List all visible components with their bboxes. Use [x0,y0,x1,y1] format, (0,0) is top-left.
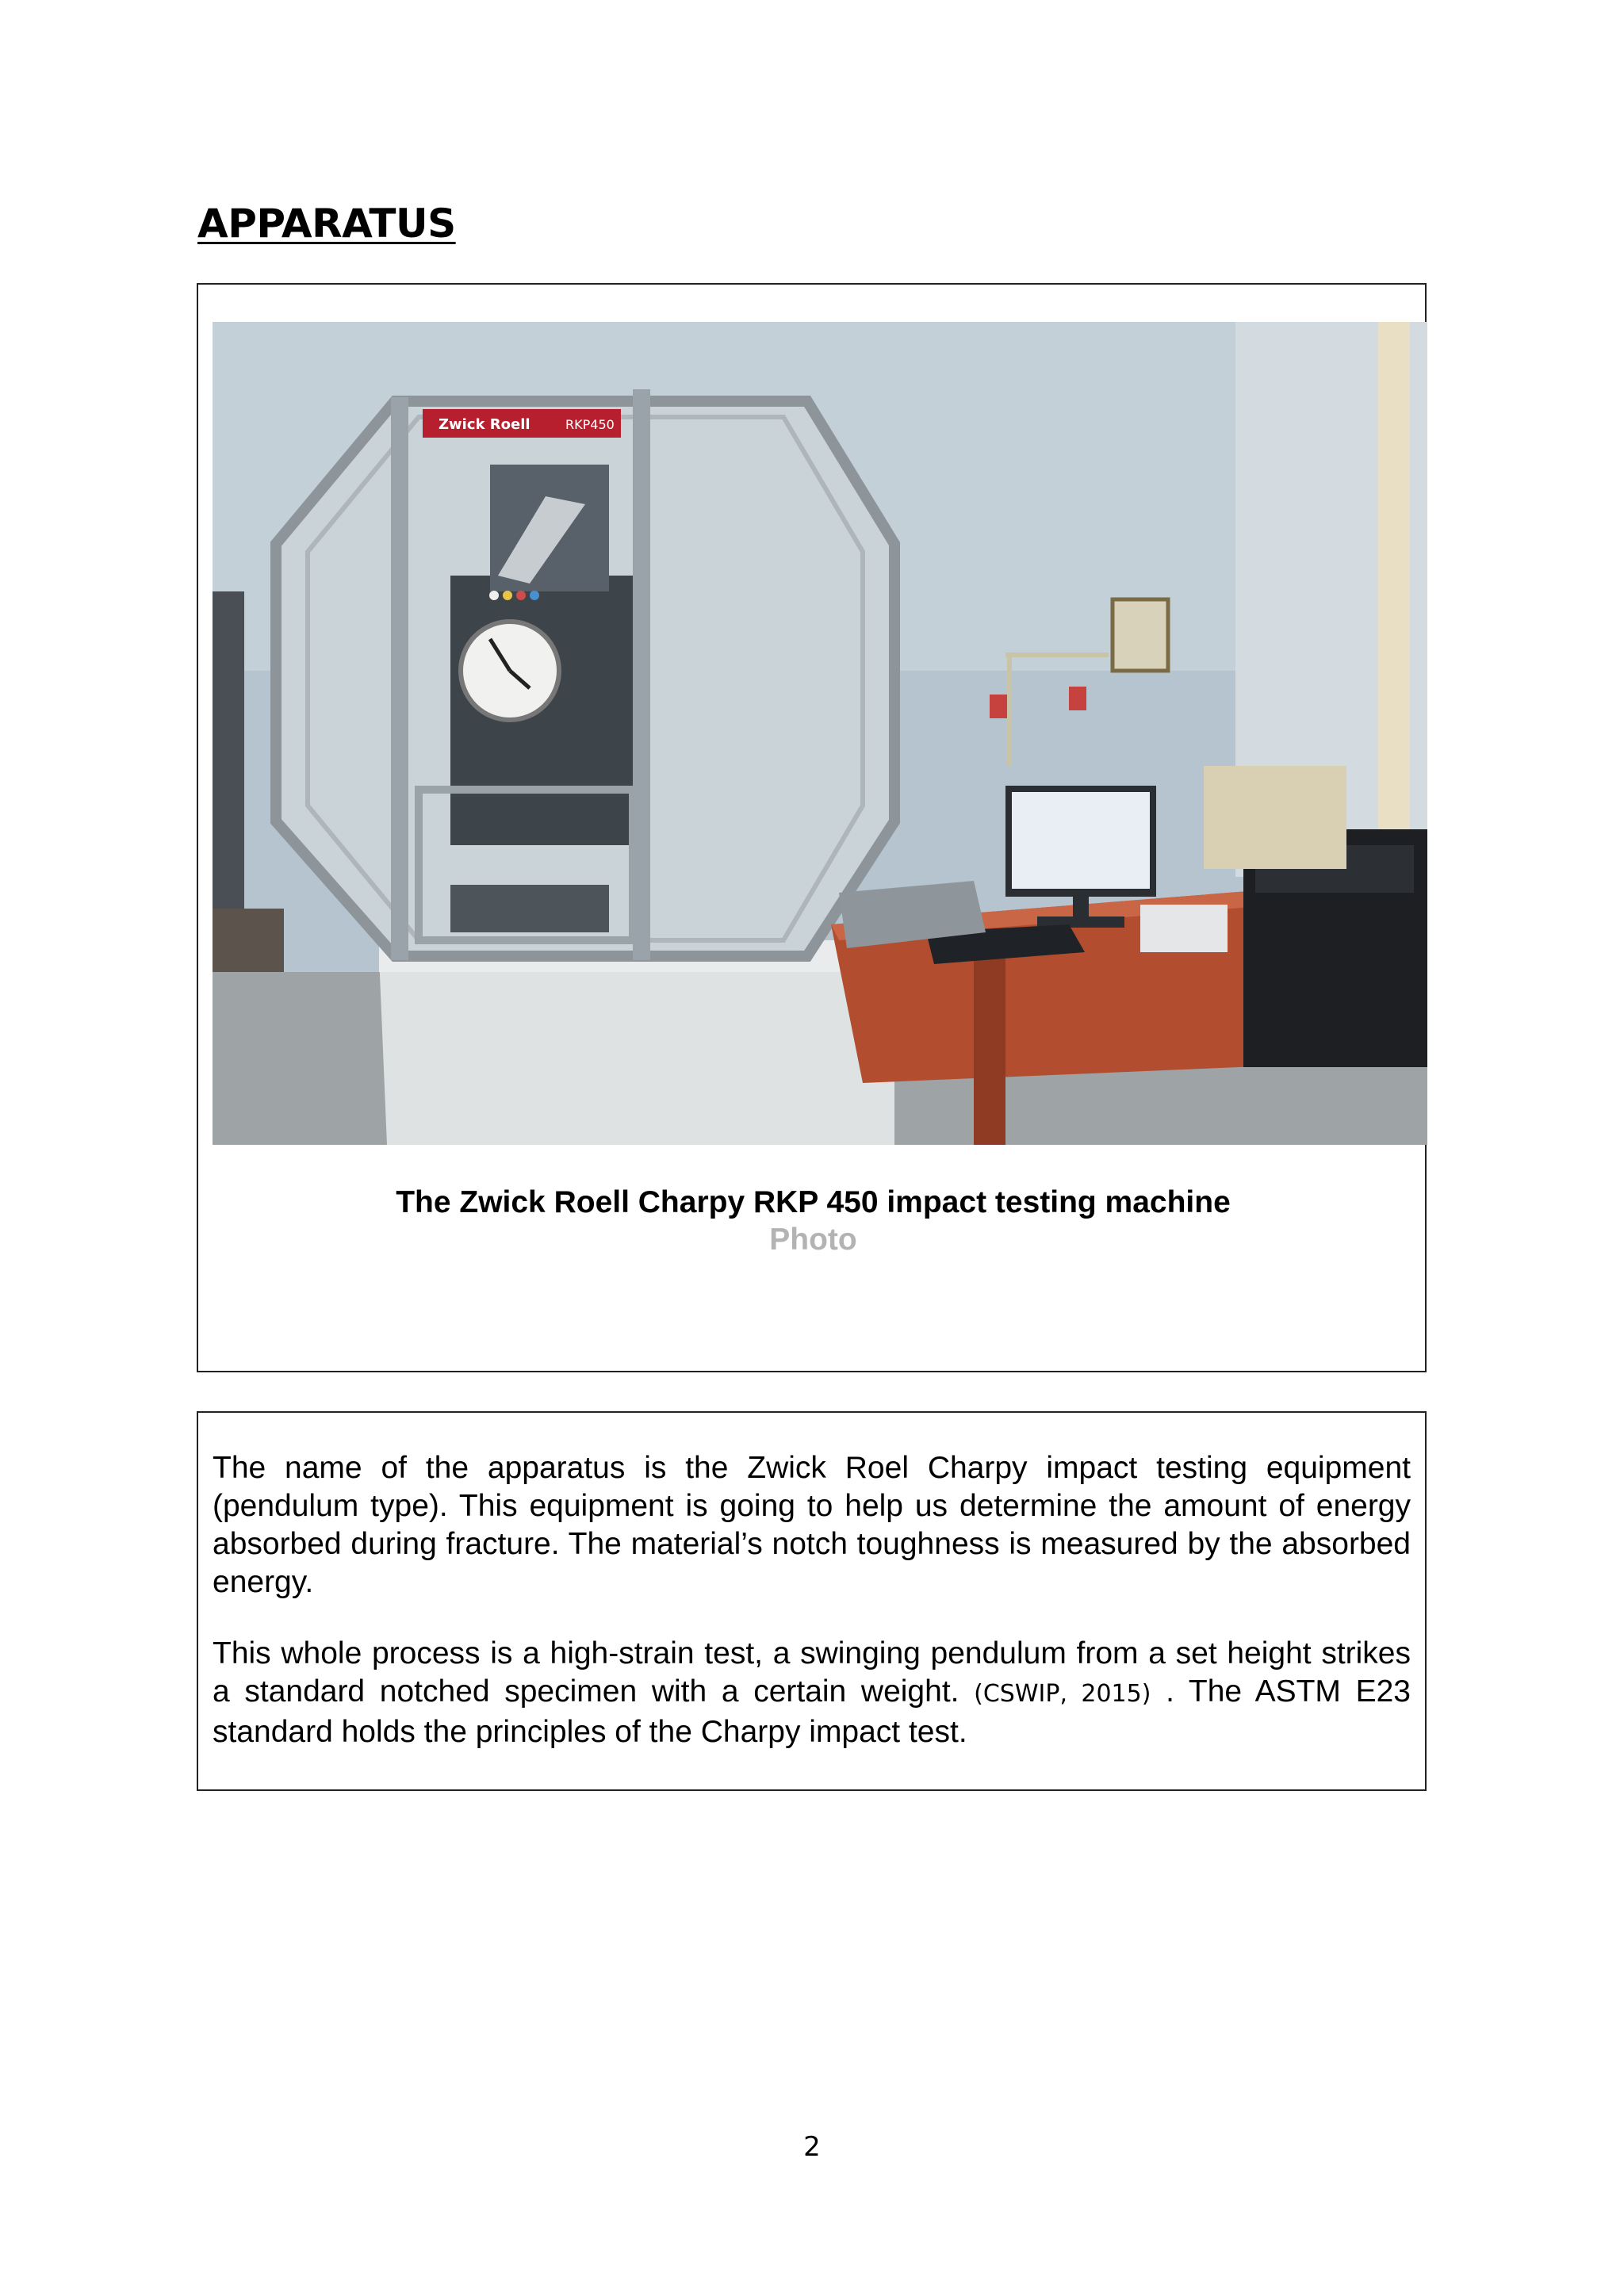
paragraph-2-text: This whole process is a high-strain test, a swinging pendulum from a set height strikes a standard notched specimen with a certain weight. [213,1636,1411,1709]
machine-photo-illustration [213,322,1427,1145]
machine-brand-label: Zwick Roell [439,416,530,433]
figure-box [197,283,1427,1372]
paragraph-2 [213,1635,1411,1751]
page-number: 2 [803,2131,821,2163]
paragraph-2-text-end: . The ASTM E23 standard holds the principles of the Charpy impact test. [213,1674,1411,1749]
figure-caption: The Zwick Roell Charpy RKP 450 impact testing machine [396,1185,1231,1219]
section-heading: APPARATUS [197,201,456,247]
citation: (CSWIP, 2015) [974,1680,1151,1708]
description-box [197,1411,1427,1791]
machine-photo [213,322,1427,1145]
machine-model-label: RKP450 [565,417,615,432]
paragraph-1: The name of the apparatus is the Zwick Roel Charpy impact testing equipment (pendulum type). This equipment is going to help us determine the amount of energy absorbed during fracture. The material’s notch toughness is measured by the absorbed energy. [213,1451,1411,1599]
photo-label: Photo [769,1223,857,1257]
